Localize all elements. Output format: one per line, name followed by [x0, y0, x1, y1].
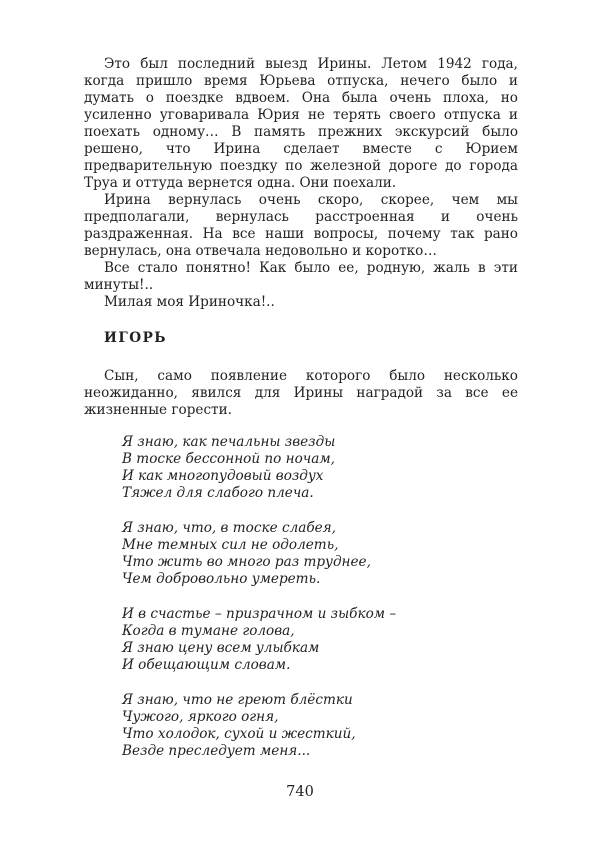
poem-line: Везде преследует меня... [122, 743, 311, 759]
poem-line: Чем добровольно умереть. [122, 571, 321, 587]
poem-line: И в счастье – призрачном и зыбком – [122, 606, 397, 622]
section-heading: ИГОРЬ [104, 330, 168, 346]
poem-line: Я знаю цену всем улыбкам [122, 640, 320, 656]
poem-line: Чужого, яркого огня, [122, 709, 279, 725]
section-intro [84, 368, 518, 419]
poem-line: Что жить во много раз труднее, [122, 554, 371, 570]
poem-line: Что холодок, сухой и жесткий, [122, 726, 356, 742]
poem-line: В тоске бессонной по ночам, [122, 451, 335, 467]
poem-stanza [122, 434, 502, 502]
poem-line: Тяжел для слабого плеча. [122, 485, 314, 501]
poem-line: И обещающим словам. [122, 657, 291, 673]
paragraph: Все стало понятно! Как было ее, родную, жаль в эти минуты!.. [84, 260, 518, 293]
paragraph: Милая моя Ириночка!.. [104, 294, 275, 310]
poem-line: Я знаю, что не греют блёстки [122, 692, 353, 708]
paragraph: Сын, само появление которого было несколько неожиданно, явился для Ирины наградой за все ее жизненные горести. [84, 368, 518, 418]
poem-stanza [122, 606, 502, 674]
poem-line: И как многопудовый воздух [122, 468, 324, 484]
prose-block [84, 56, 518, 311]
poem [122, 434, 502, 778]
poem-stanza [122, 692, 502, 760]
poem-line: Я знаю, что, в тоске слабея, [122, 520, 336, 536]
paragraph: Это был последний выезд Ирины. Летом 1942 года, когда пришло время Юрьева отпуска, нечего было и думать о поездке вдвоем. Она была очень плоха, но усиленно уговаривала Юрия не терять своего отпуска и поехать одному… В память прежних экскурсий было решено, что Ирина сделает вместе с Юрием предварительную поездку по железной дороге до города Труа и оттуда вернется одна. Они поехали. [84, 56, 518, 191]
paragraph: Ирина вернулась очень скоро, скорее, чем мы предполагали, вернулась расстроенная и очень раздраженная. На все наши вопросы, почему так рано вернулась, она отвечала недовольно и коротко… [84, 192, 518, 259]
poem-line: Мне темных сил не одолеть, [122, 537, 339, 553]
poem-line: Когда в тумане голова, [122, 623, 295, 639]
poem-stanza [122, 520, 502, 588]
page-number: 740 [286, 784, 314, 800]
poem-line: Я знаю, как печальны звезды [122, 434, 336, 450]
